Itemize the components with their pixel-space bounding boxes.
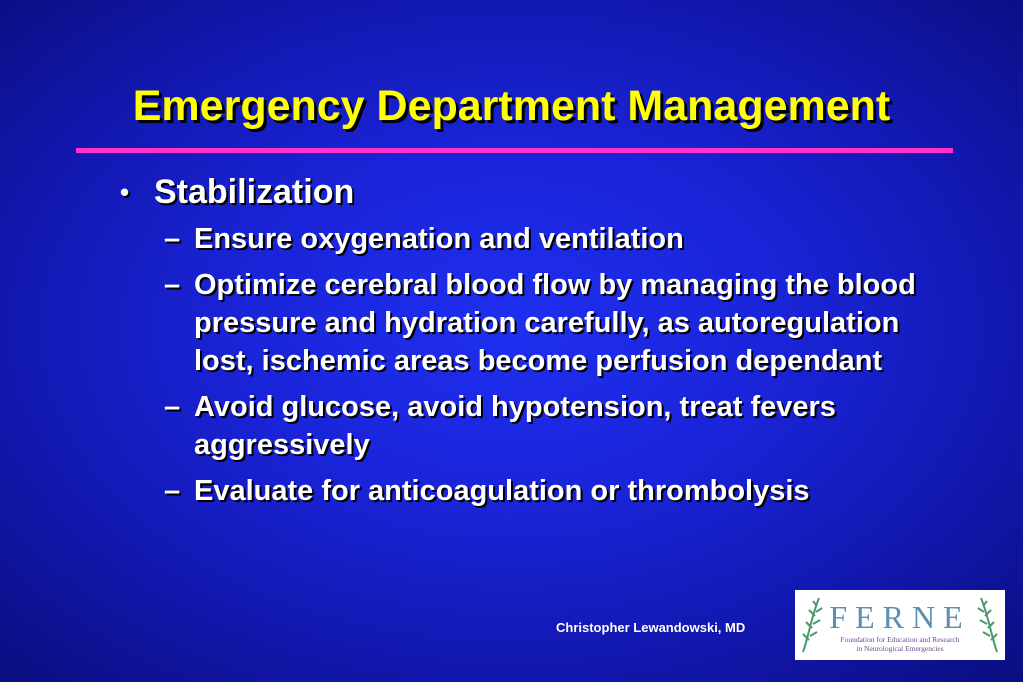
- sub-text: Optimize cerebral blood flow by managing the blood pressure and hydration carefully, as autoregulation lost, ischemic areas become perfusion dependant: [194, 269, 916, 377]
- title-underline: [76, 148, 953, 153]
- sub-marker: –: [164, 391, 181, 423]
- sub-text: Avoid glucose, avoid hypotension, treat fevers aggressively: [194, 391, 836, 461]
- sub-item: [164, 472, 924, 510]
- sub-item: [164, 220, 924, 258]
- logo-wordmark: FERNE: [829, 599, 971, 635]
- footer-author: Christopher Lewandowski, MD: [556, 620, 746, 635]
- slide-title: Emergency Department Management: [132, 82, 891, 130]
- sub-text: Evaluate for anticoagulation or thrombolysis: [194, 475, 810, 507]
- sub-marker: –: [164, 223, 181, 255]
- logo-subtitle-1: Foundation for Education and Research: [840, 635, 960, 644]
- slide-content: [120, 170, 1000, 518]
- sub-text: Ensure oxygenation and ventilation: [194, 223, 684, 255]
- bullet-text: Stabilization: [154, 173, 355, 211]
- sub-item: [164, 388, 924, 464]
- fern-leaf-left-icon: [803, 598, 822, 652]
- sub-marker: –: [164, 475, 181, 507]
- bullet-item: [120, 170, 1000, 214]
- sub-list: [164, 220, 924, 510]
- fern-leaf-right-icon: [978, 598, 997, 652]
- bullet-marker: •: [120, 177, 130, 207]
- ferne-logo: [795, 590, 1005, 660]
- logo-subtitle-2: in Neurological Emergencies: [856, 644, 944, 653]
- sub-marker: –: [164, 269, 181, 301]
- ferne-logo-graphic: [795, 590, 1005, 660]
- sub-item: [164, 266, 924, 380]
